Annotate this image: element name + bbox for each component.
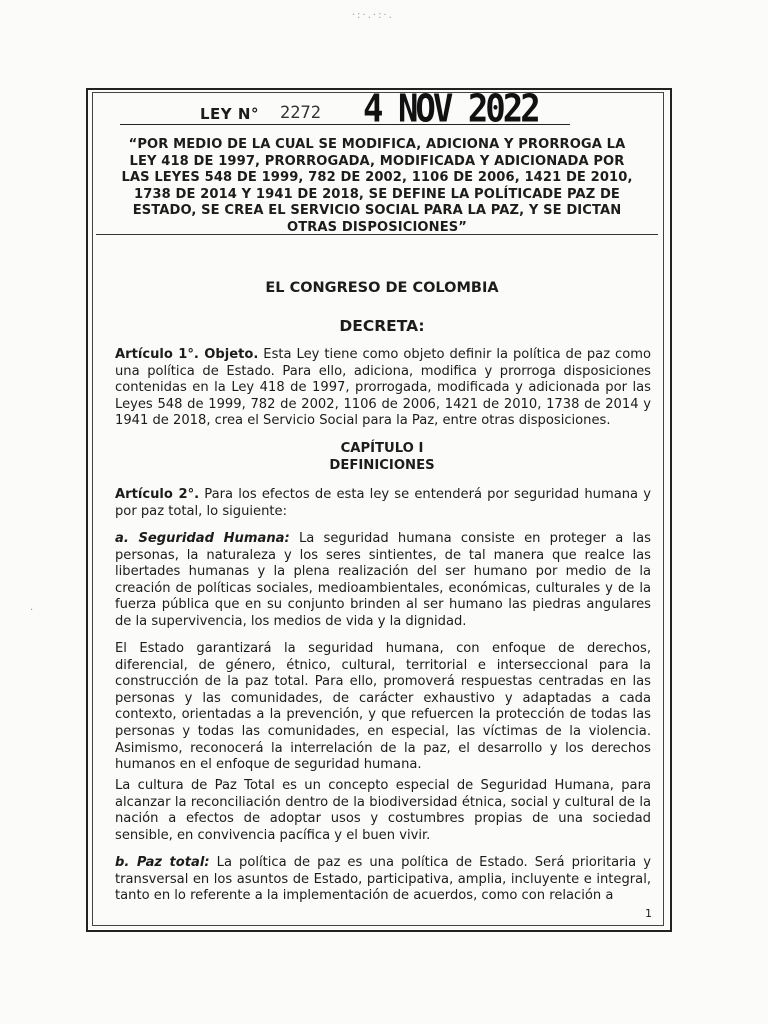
law-number-line	[200, 86, 580, 132]
scan-noise: ·:·.·:·.	[352, 10, 394, 21]
chapter-heading	[97, 441, 667, 474]
law-number: 2272	[280, 103, 321, 123]
page-number: 1	[645, 907, 652, 920]
chapter-number: CAPÍTULO I	[340, 441, 424, 456]
article-2-text: Para los efectos de esta ley se entenderá por seguridad humana y por paz total, lo siguiente:	[115, 487, 651, 519]
law-title-line: 1738 DE 2014 Y 1941 DE 2018, SE DEFINE LA POLÍTICADE PAZ DE	[134, 186, 620, 202]
law-title-line: LEY 418 DE 1997, PRORROGADA, MODIFICADA Y ADICIONADA POR	[129, 153, 625, 169]
law-title-line: “POR MEDIO DE LA CUAL SE MODIFICA, ADICIONA Y PRORROGA LA	[128, 137, 626, 152]
scan-noise: ·	[30, 605, 34, 616]
article-1	[115, 347, 651, 430]
article-2-heading: Artículo 2°.	[115, 487, 200, 502]
item-a-text: La seguridad humana consiste en proteger a las personas, la naturaleza y los seres sintientes, de tal manera que realce las libertades humanas y la plena realización del ser humano por medio de la creación de políticas sociales, medioambientales, económicas, culturales y de la fuerza pública que en su conjunto brinden al ser humano las piedras angulares de la supervivencia, los medios de vida y la dignidad.	[115, 531, 651, 629]
item-b-heading: b. Paz total:	[115, 855, 210, 870]
law-date-stamp: 4 NOV 2022	[363, 86, 538, 132]
issuer-heading: EL CONGRESO DE COLOMBIA	[265, 280, 499, 296]
item-a-heading: a. Seguridad Humana:	[115, 531, 290, 546]
decreta-heading: DECRETA:	[339, 317, 425, 335]
article-2	[115, 487, 651, 520]
law-title	[110, 137, 644, 237]
chapter-name: DEFINICIONES	[329, 457, 435, 473]
paragraph-estado: El Estado garantizará la seguridad humana, con enfoque de derechos, diferencial, de género, étnico, cultural, territorial e interseccional para la construcción de la paz total. Para ello, promoverá respuestas centradas en las personas y las comunidades, de carácter exhaustivo y adaptadas a cada contexto, orientadas a la prevención, y que refuercen la protección de todas las personas y todas las comunidades, en especial, las víctimas de la violencia. Asimismo, reconocerá la interrelación de la paz, el desarrollo y los derechos humanos en el enfoque de seguridad humana.	[115, 641, 651, 773]
law-label: LEY N°	[200, 105, 259, 123]
paragraph-cultura: La cultura de Paz Total es un concepto especial de Seguridad Humana, para alcanzar la reconciliación dentro de la biodiversidad étnica, social y cultural de la nación a efectos de adoptar usos y costumbres propias de una sociedad sensible, en convivencia pacífica y el buen vivir.	[115, 778, 651, 843]
law-title-line: ESTADO, SE CREA EL SERVICIO SOCIAL PARA LA PAZ, Y SE DICTAN	[132, 203, 622, 219]
item-b	[115, 855, 651, 905]
article-1-heading: Artículo 1°. Objeto.	[115, 347, 259, 362]
item-b-text: La política de paz es una política de Estado. Será prioritaria y transversal en los asuntos de Estado, participativa, amplia, incluyente e integral, tanto en lo referente a la implementación de acuerdos, como con relación a	[115, 855, 651, 904]
law-number-underline	[120, 124, 570, 125]
law-title-line: LAS LEYES 548 DE 1999, 782 DE 2002, 1106 DE 2006, 1421 DE 2010,	[121, 170, 633, 186]
article-1-text: Esta Ley tiene como objeto definir la política de paz como una política de Estado. Para ello, adiciona, modifica y prorroga disposiciones contenidas en la Ley 418 de 1997, prorrogada, modificada y adicionada por las Leyes 548 de 1999, 782 de 2002, 1106 de 2006, 1421 de 2010, 1738 de 2014 y 1941 de 2018, crea el Servicio Social para la Paz, entre otras disposiciones.	[115, 347, 651, 429]
item-a	[115, 531, 651, 631]
law-title-line: OTRAS DISPOSICIONES”	[286, 219, 468, 235]
